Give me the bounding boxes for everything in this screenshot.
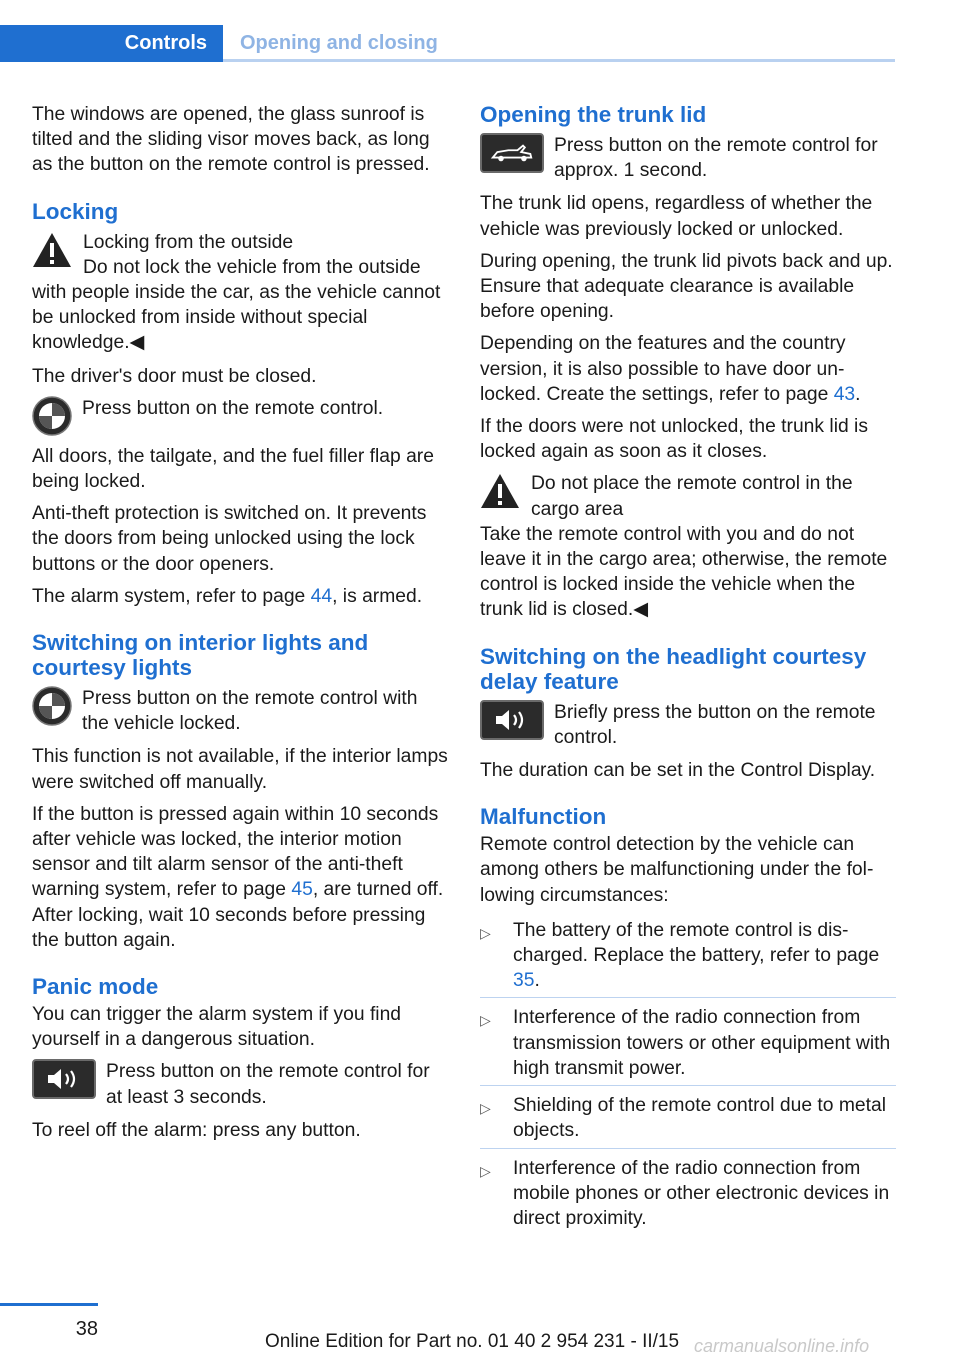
lock-instruction (32, 396, 448, 436)
trunk-instruction (480, 133, 896, 183)
headlight-p1: The duration can be set in the Control Display. (480, 760, 876, 782)
interior-p1: This function is not available, if the interior lamps were switched off manually. (32, 746, 448, 793)
trunk-button-icon (480, 133, 544, 173)
page-header (0, 0, 895, 62)
footer-rule (0, 1303, 98, 1306)
warning-triangle-icon (32, 232, 72, 268)
headlight-instruction (480, 700, 896, 750)
interior-press-text: Press button on the remote control with the vehicle locked. (82, 688, 418, 735)
bullet-triangle-icon: ▷ (480, 1012, 491, 1029)
bmw-logo-button-icon (32, 686, 72, 726)
heading-malfunction: Malfunction (480, 804, 607, 830)
page-link-45[interactable]: 45 (291, 879, 313, 901)
heading-panic-mode: Panic mode (32, 974, 159, 1000)
warning-locking (32, 230, 448, 356)
list-item: ▷ The battery of the remote control is discharged. Replace the battery, refer to page 35. (480, 915, 896, 999)
warning-cargo-area (480, 471, 896, 622)
trunk-p1: The trunk lid opens, regardless of whether the vehicle was previously locked or unlocked. (480, 193, 873, 240)
warning-title: Do not place the remote control in the cargo area (531, 473, 853, 520)
page-number: 38 (75, 1318, 98, 1340)
trunk-p4: If the doors were not unlocked, the trunk lid is locked again as soon as it closes. (480, 416, 868, 463)
trunk-p2: During opening, the trunk lid pivots back and up. Ensure that adequate clearance is available before opening. (480, 250, 893, 323)
panic-p2: To reel off the alarm: press any button. (32, 1119, 361, 1141)
list-item: ▷ Interference of the radio connection from mobile phones or other electronic devices in direct proximity. (480, 1153, 896, 1236)
watermark: carmanualsonline.info (694, 1336, 870, 1356)
tab-opening-and-closing: Opening and closing (240, 32, 438, 54)
left-column (32, 102, 448, 1150)
bullet-triangle-icon: ▷ (480, 924, 491, 941)
lock-press-text: Press button on the remote control. (82, 397, 384, 419)
tab-controls: Controls (0, 25, 223, 62)
door-closed-text: The driver's door must be closed. (32, 365, 317, 387)
page-link-35[interactable]: 35 (513, 970, 535, 992)
locking-p2: Anti-theft protection is switched on. It prevents the doors from being unlocked using the lock buttons or the door openers. (32, 503, 427, 575)
warning-title: Locking from the outside (83, 231, 294, 253)
warning-triangle-icon (480, 473, 520, 509)
panic-instruction (32, 1059, 448, 1109)
speaker-button-icon (32, 1059, 96, 1099)
page-link-44[interactable]: 44 (310, 585, 333, 607)
trunk-p3: Depending on the features and the country version, it is also possible to have door unlocked. Create the settings, refer to page 43. (480, 333, 861, 405)
right-column (480, 102, 896, 1239)
malfunction-p1: Remote control detection by the vehicle can among others be malfunctioning under the following circumstances: (480, 834, 874, 906)
warning-body: Take the remote control with you and do not leave it in the cargo area; otherwise, the remote control is locked inside the vehicle when the trunk lid is closed.◀ (480, 523, 888, 621)
interior-instruction (32, 686, 448, 736)
edition-text: Online Edition for Part no. 01 40 2 954 231 - II/15 (265, 1331, 680, 1352)
list-item: ▷ Interference of the radio connection from transmission towers or other equipment with high transmit power. (480, 1002, 896, 1086)
heading-headlight-courtesy: Switching on the headlight courtesy delay feature (480, 643, 867, 694)
list-item: ▷ Shielding of the remote control due to metal objects. (480, 1090, 896, 1148)
speaker-button-icon (480, 700, 544, 740)
headlight-press-text: Briefly press the button on the remote control. (554, 701, 876, 748)
intro-paragraph: The windows are opened, the glass sunroof is tilted and the sliding visor moves back, as long as the button on the remote control is pressed. (32, 104, 430, 176)
header-rule (223, 59, 895, 62)
locking-p1: All doors, the tailgate, and the fuel filler flap are being locked. (32, 445, 434, 493)
interior-p2: If the button is pressed again within 10 seconds after vehicle was locked, the interior motion sensor and tilt alarm sensor of the anti-theft warning system, refer to page 45, are turned off. After locking, wait 10 seconds before pressing the button again. (32, 803, 444, 951)
bullet-triangle-icon: ▷ (480, 1162, 491, 1179)
trunk-press-text: Press button on the remote control for approx. 1 second. (554, 135, 878, 182)
bmw-logo-button-icon (32, 396, 72, 436)
malfunction-list (480, 915, 896, 1235)
locking-p3: The alarm system, refer to page 44, is armed. (32, 585, 423, 607)
panic-p1: You can trigger the alarm system if you find yourself in a dangerous situation. (32, 1004, 402, 1051)
warning-body: Do not lock the vehicle from the outside with people inside the car, as the vehicle cannot be unlocked from inside without special knowledge.◀ (32, 256, 441, 354)
heading-trunk-lid: Opening the trunk lid (480, 102, 707, 127)
heading-locking: Locking (32, 198, 119, 224)
page-link-43[interactable]: 43 (833, 383, 856, 405)
panic-press-text: Press button on the remote control for at least 3 seconds. (106, 1061, 430, 1108)
bullet-triangle-icon: ▷ (480, 1100, 491, 1117)
heading-interior-lights: Switching on interior lights and courtesy lights (32, 630, 369, 681)
